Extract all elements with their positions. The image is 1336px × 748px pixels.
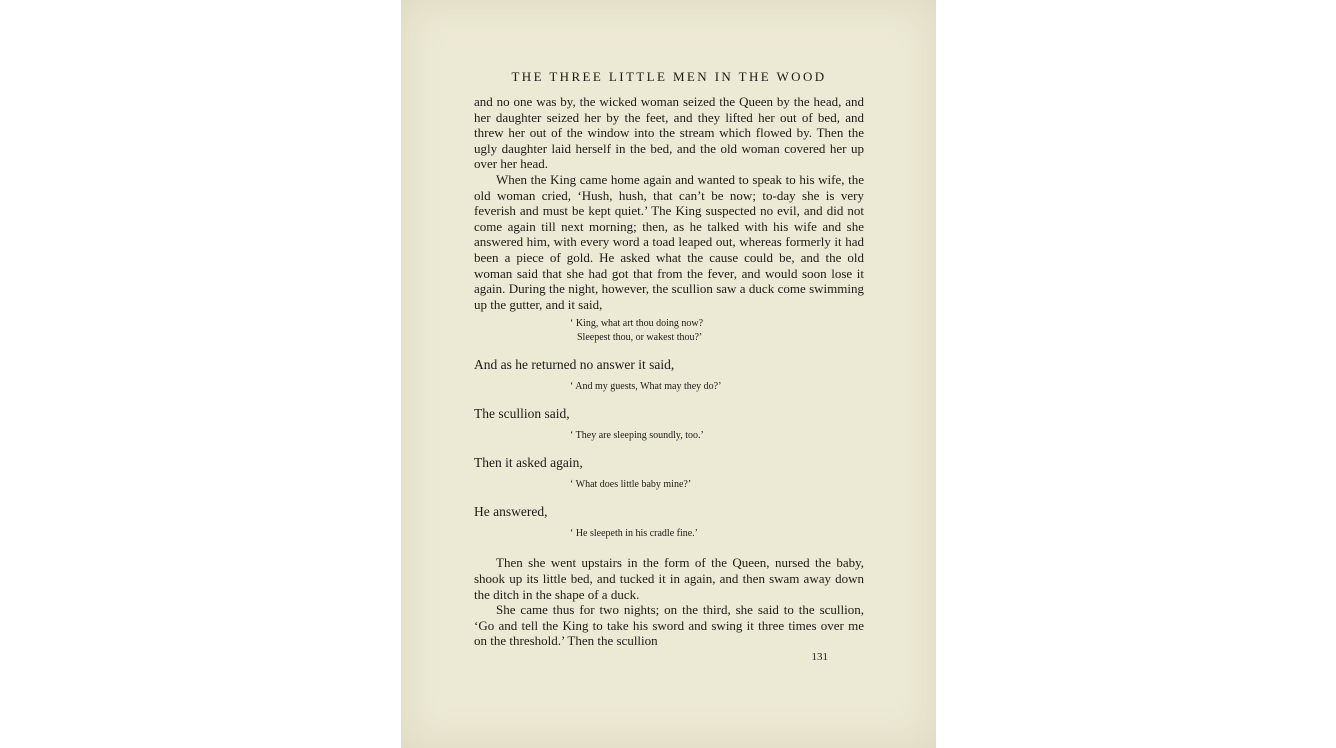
paragraph-4: She came thus for two nights; on the third, she said to the scullion, ‘Go and tell the King to take his sword and swing it three times over me on the threshold.’ Then the scullion [474,602,864,649]
paragraph-1: and no one was by, the wicked woman seized the Queen by the head, and her daughter seized her by the feet, and they lifted her out of bed, and threw her out of the window into the stream which flowed by. Then the ugly daughter laid herself in the bed, and the old woman covered her up over her head. [474,94,864,172]
book-page [401,0,936,748]
verse-2: ‘ And my guests, What may they do?’ [570,381,722,393]
page-number: 131 [811,650,828,663]
verse-4: ‘ What does little baby mine?’ [570,479,692,491]
paragraph-3: Then she went upstairs in the form of the Queen, nursed the baby, shook up its little bed, and tucked it in again, and then swam away down the ditch in the shape of a duck. [474,555,864,602]
verse-3: ‘ They are sleeping soundly, too.’ [570,430,704,442]
verse-1-line-2: Sleepest thou, or wakest thou?’ [577,332,703,344]
paragraph-2: When the King came home again and wanted to speak to his wife, the old woman cried, ‘Hush, hush, that can’t be now; to-day she is very feverish and must be kept quiet.’ The King suspected no evil, and did not come again till next morning; then, as he talked with his wife and she answered him, with every word a toad leaped out, whereas formerly it had been a piece of gold. He asked what the cause could be, and the old woman said that she had got that from the fever, and would soon lose it again. During the night, however, the scullion saw a duck come swimming up the gutter, and it said, [474,171,864,312]
text-block [474,68,864,664]
line-scullion-said: The scullion said, [474,406,570,422]
running-head: THE THREE LITTLE MEN IN THE WOOD [511,69,827,84]
line-he-answered: He answered, [474,504,548,520]
line-and-as-he: And as he returned no answer it said, [474,357,675,373]
verse-5: ‘ He sleepeth in his cradle fine.’ [570,528,699,540]
verse-1-line-1: ‘ King, what art thou doing now? [570,318,704,330]
line-then-asked: Then it asked again, [474,455,583,471]
